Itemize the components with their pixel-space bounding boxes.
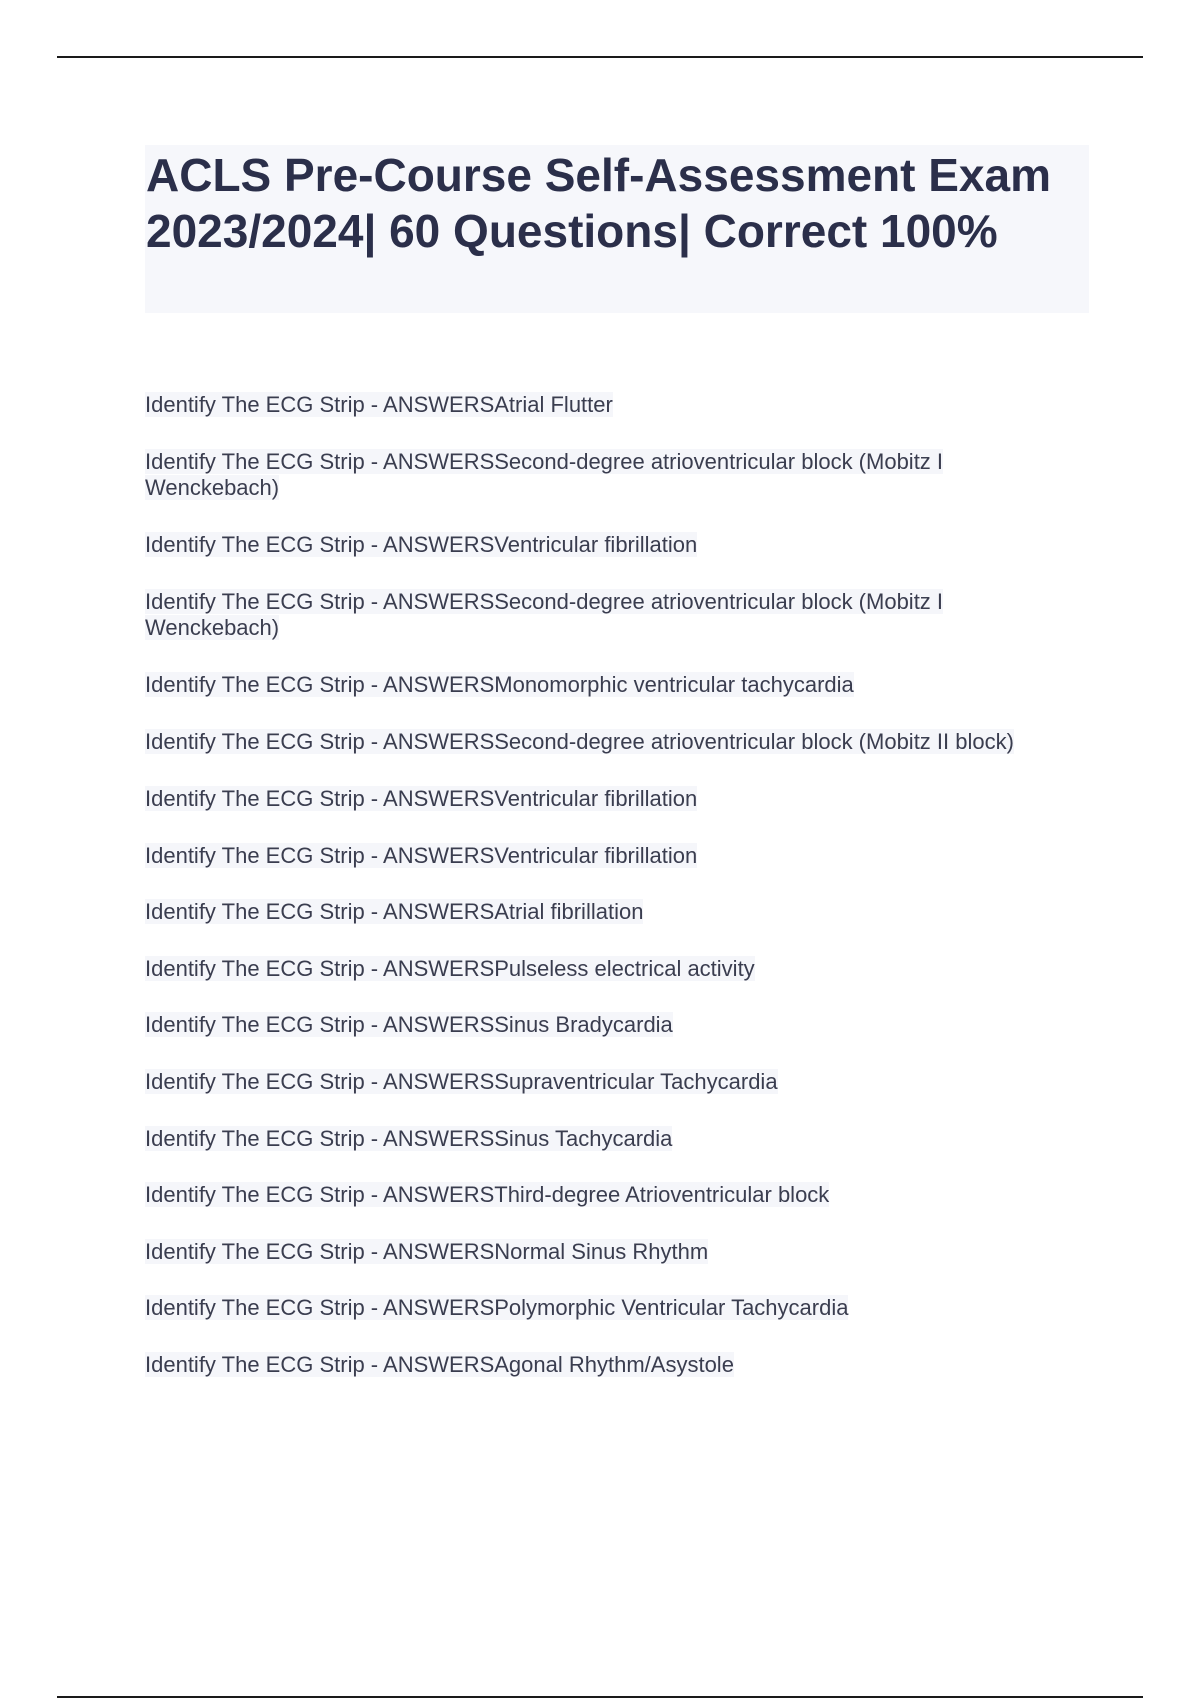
list-item xyxy=(145,1012,1065,1038)
question-list xyxy=(145,392,1065,1378)
list-item xyxy=(145,589,1065,641)
list-item-text: Identify The ECG Strip - ANSWERSSinus Bradycardia xyxy=(145,1012,673,1037)
list-item xyxy=(145,1126,1065,1152)
list-item-text: Identify The ECG Strip - ANSWERSVentricular fibrillation xyxy=(145,843,698,868)
list-item xyxy=(145,1069,1065,1095)
list-item xyxy=(145,956,1065,982)
list-item-text: Identify The ECG Strip - ANSWERSVentricular fibrillation xyxy=(145,532,698,557)
list-item xyxy=(145,1352,1065,1378)
bottom-rule xyxy=(57,1696,1143,1698)
list-item xyxy=(145,1295,1065,1321)
list-item xyxy=(145,899,1065,925)
list-item-text: Identify The ECG Strip - ANSWERSThird-degree Atrioventricular block xyxy=(145,1182,830,1207)
list-item-text: Identify The ECG Strip - ANSWERSVentricular fibrillation xyxy=(145,786,698,811)
list-item xyxy=(145,843,1065,869)
list-item xyxy=(145,392,1065,418)
list-item xyxy=(145,1239,1065,1265)
list-item-text: Identify The ECG Strip - ANSWERSAtrial Flutter xyxy=(145,392,613,417)
page-title: ACLS Pre-Course Self-Assessment Exam 2023/2024| 60 Questions| Correct 100% xyxy=(146,149,1051,257)
list-item xyxy=(145,729,1065,755)
list-item-text: Identify The ECG Strip - ANSWERSSecond-degree atrioventricular block (Mobitz II block) xyxy=(145,729,1014,754)
list-item-text: Identify The ECG Strip - ANSWERSSecond-degree atrioventricular block (Mobitz I Wenckebach) xyxy=(145,449,944,500)
list-item xyxy=(145,449,1065,501)
list-item-text: Identify The ECG Strip - ANSWERSSecond-degree atrioventricular block (Mobitz I Wenckebach) xyxy=(145,589,944,640)
list-item xyxy=(145,786,1065,812)
list-item-text: Identify The ECG Strip - ANSWERSSupraventricular Tachycardia xyxy=(145,1069,778,1094)
list-item-text: Identify The ECG Strip - ANSWERSAgonal Rhythm/Asystole xyxy=(145,1352,734,1377)
list-item-text: Identify The ECG Strip - ANSWERSNormal Sinus Rhythm xyxy=(145,1239,709,1264)
list-item-text: Identify The ECG Strip - ANSWERSAtrial fibrillation xyxy=(145,899,644,924)
list-item-text: Identify The ECG Strip - ANSWERSSinus Tachycardia xyxy=(145,1126,673,1151)
list-item xyxy=(145,1182,1065,1208)
list-item-text: Identify The ECG Strip - ANSWERSMonomorphic ventricular tachycardia xyxy=(145,672,854,697)
list-item-text: Identify The ECG Strip - ANSWERSPolymorphic Ventricular Tachycardia xyxy=(145,1295,849,1320)
top-rule xyxy=(57,56,1143,58)
list-item xyxy=(145,532,1065,558)
list-item-text: Identify The ECG Strip - ANSWERSPulseless electrical activity xyxy=(145,956,755,981)
list-item xyxy=(145,672,1065,698)
title-block xyxy=(145,145,1089,313)
